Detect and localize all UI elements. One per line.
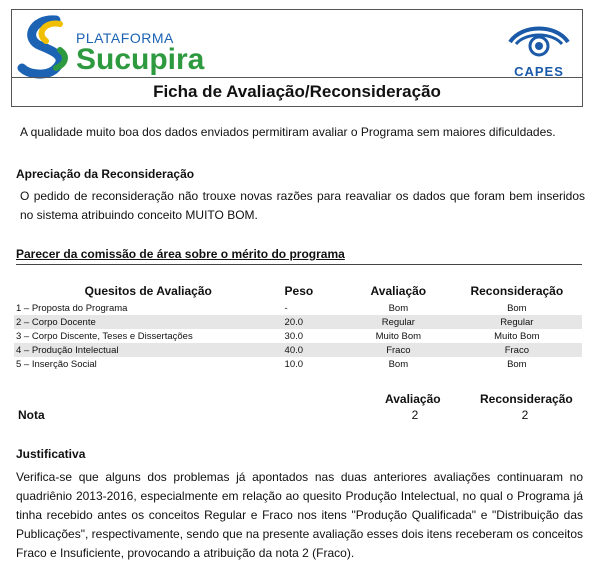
cell-quesito: 4 – Produção Intelectual xyxy=(14,343,283,357)
cell-peso: 10.0 xyxy=(284,358,304,370)
cell-peso: - xyxy=(284,302,288,314)
cell-reconsideracao: Bom xyxy=(507,358,527,370)
header-box xyxy=(11,9,583,107)
table-row xyxy=(14,301,582,315)
cell-avaliacao: Fraco xyxy=(345,343,452,357)
apreciacao-text: O pedido de reconsideração não trouxe novas razões para reavaliar os dados que foram bem inseridos no sistema atribuindo conceito MUITO BOM. xyxy=(20,189,585,222)
parecer-heading: Parecer da comissão de área sobre o mérito do programa xyxy=(16,247,345,261)
quesitos-table xyxy=(14,283,582,371)
cell-avaliacao: Muito Bom xyxy=(375,330,422,342)
cell-avaliacao: Bom xyxy=(388,358,409,370)
nota-avaliacao-value: 2 xyxy=(411,408,419,422)
logo-text-top: PLATAFORMA xyxy=(76,30,174,46)
capes-label: CAPES xyxy=(514,64,564,79)
table-row xyxy=(14,329,582,343)
sucupira-logo xyxy=(16,10,216,80)
nota-avaliacao-header: Avaliação xyxy=(385,392,441,406)
capes-logo xyxy=(504,18,574,80)
capes-eye-icon xyxy=(504,18,574,64)
cell-avaliacao: Bom xyxy=(388,302,409,314)
cell-reconsideracao: Regular xyxy=(452,315,582,329)
cell-quesito: 5 – Inserção Social xyxy=(16,358,97,370)
table-row xyxy=(14,357,582,371)
col-header-reconsideracao: Reconsideração xyxy=(470,284,564,298)
col-header-peso: Peso xyxy=(284,284,314,298)
nota-label: Nota xyxy=(18,408,45,422)
intro-text: A qualidade muito boa dos dados enviados permitiram avaliar o Programa sem maiores dificuldades. xyxy=(20,125,556,139)
cell-quesito: 3 – Corpo Discente, Teses e Dissertações xyxy=(16,330,193,342)
justificativa-text: Verifica-se que alguns dos problemas já apontados nas duas anteriores avaliações continuaram no quadriênio 2013-2016, especialmente em relação ao quesito Produção Intelectual, no qual o Programa já tinha recebido antes os conceitos Regular e Fraco nos itens "Produção Qualificada" e "Distribuição das Publicações", respectivamente, sendo que na presente avaliação esses dois itens receberam os conceitos Fraco e Insuficiente, provocando a atribuição da nota 2 (Fraco). xyxy=(16,470,583,560)
cell-quesito: 1 – Proposta do Programa xyxy=(16,302,128,314)
cell-quesito: 2 – Corpo Docente xyxy=(14,315,283,329)
table-row xyxy=(14,343,582,357)
logo-text-main: Sucupira xyxy=(76,43,205,76)
apreciacao-heading: Apreciação da Reconsideração xyxy=(16,167,195,181)
col-header-avaliacao: Avaliação xyxy=(370,284,427,298)
page-title: Ficha de Avaliação/Reconsideração xyxy=(153,82,441,101)
nota-reconsideracao-value: 2 xyxy=(521,408,529,422)
justificativa-heading: Justificativa xyxy=(16,447,86,461)
col-header-quesitos: Quesitos de Avaliação xyxy=(84,284,212,298)
cell-peso: 20.0 xyxy=(283,315,346,329)
nota-reconsideracao-header: Reconsideração xyxy=(480,392,573,406)
cell-avaliacao: Regular xyxy=(345,315,452,329)
cell-peso: 40.0 xyxy=(283,343,346,357)
cell-reconsideracao: Fraco xyxy=(452,343,582,357)
cell-reconsideracao: Bom xyxy=(507,302,527,314)
cell-reconsideracao: Muito Bom xyxy=(494,330,540,342)
header-divider xyxy=(12,77,582,78)
table-row xyxy=(14,315,582,329)
table-header-row xyxy=(14,283,582,301)
parecer-divider xyxy=(16,264,582,265)
cell-peso: 30.0 xyxy=(284,330,304,342)
